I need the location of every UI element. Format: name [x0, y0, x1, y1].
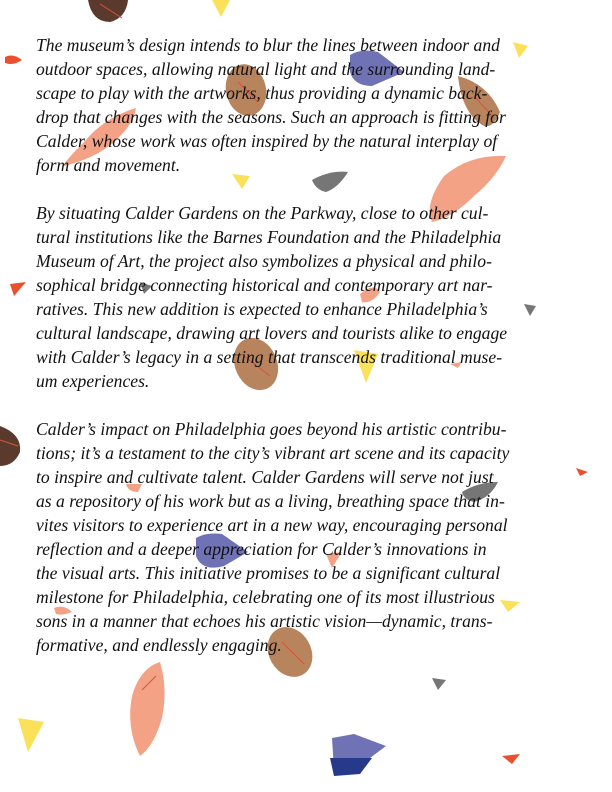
text-line: scape to play with the artworks, thus providing a dynamic back-: [36, 83, 488, 103]
text-line: The museum’s design intends to blur the lines between indoor and: [36, 35, 500, 55]
text-line: Calder’s impact on Philadelphia goes beyond his artistic contribu-: [36, 419, 507, 439]
paragraph-parkway: [36, 201, 576, 393]
text-line: tural institutions like the Barnes Foundation and the Philadelphia: [36, 227, 502, 247]
text-line: um experiences.: [36, 371, 150, 391]
text-line: drop that changes with the seasons. Such an approach is fitting for: [36, 107, 506, 127]
text-line: sophical bridge connecting historical and contemporary art nar-: [36, 275, 493, 295]
yellow-drop-shape: [18, 718, 44, 752]
text-line: Museum of Art, the project also symbolizes a physical and philo-: [36, 251, 492, 271]
text-line: outdoor spaces, allowing natural light and the surrounding land-: [36, 59, 496, 79]
red-dot-shape: [5, 56, 22, 64]
text-line: to inspire and cultivate talent. Calder Gardens will serve not just: [36, 467, 494, 487]
red-dot-shape: [576, 468, 588, 476]
dark-brown-leaf-shape: [88, 0, 128, 22]
text-line: milestone for Philadelphia, celebrating one of its most illustrious: [36, 587, 495, 607]
text-line: with Calder’s legacy in a setting that transcends traditional muse-: [36, 347, 503, 367]
text-line: formative, and endlessly engaging.: [36, 635, 282, 655]
text-line: tions; it’s a testament to the city’s vibrant art scene and its capacity: [36, 443, 510, 463]
article-body: [36, 33, 576, 681]
red-dot-shape: [10, 282, 26, 296]
text-line: Calder, whose work was often inspired by the natural interplay of: [36, 131, 498, 151]
text-line: ratives. This new addition is expected to enhance Philadelphia’s: [36, 299, 488, 319]
paragraph-impact: [36, 417, 576, 657]
text-line: form and movement.: [36, 155, 181, 175]
text-line: as a repository of his work but as a living, breathing space that in-: [36, 491, 505, 511]
text-line: the visual arts. This initiative promises to be a significant cultural: [36, 563, 501, 583]
text-line: reflection and a deeper appreciation for Calder’s innovations in: [36, 539, 487, 559]
text-line: By situating Calder Gardens on the Parkway, close to other cul-: [36, 203, 489, 223]
navy-wing-shape: [330, 758, 372, 776]
red-dot-shape: [502, 754, 520, 764]
text-line: cultural landscape, drawing art lovers and tourists alike to engage: [36, 323, 508, 343]
paragraph-design: [36, 33, 576, 177]
text-line: vites visitors to experience art in a new way, encouraging personal: [36, 515, 508, 535]
yellow-drop-shape: [212, 0, 230, 17]
text-line: sons in a manner that echoes his artistic vision—dynamic, trans-: [36, 611, 493, 631]
